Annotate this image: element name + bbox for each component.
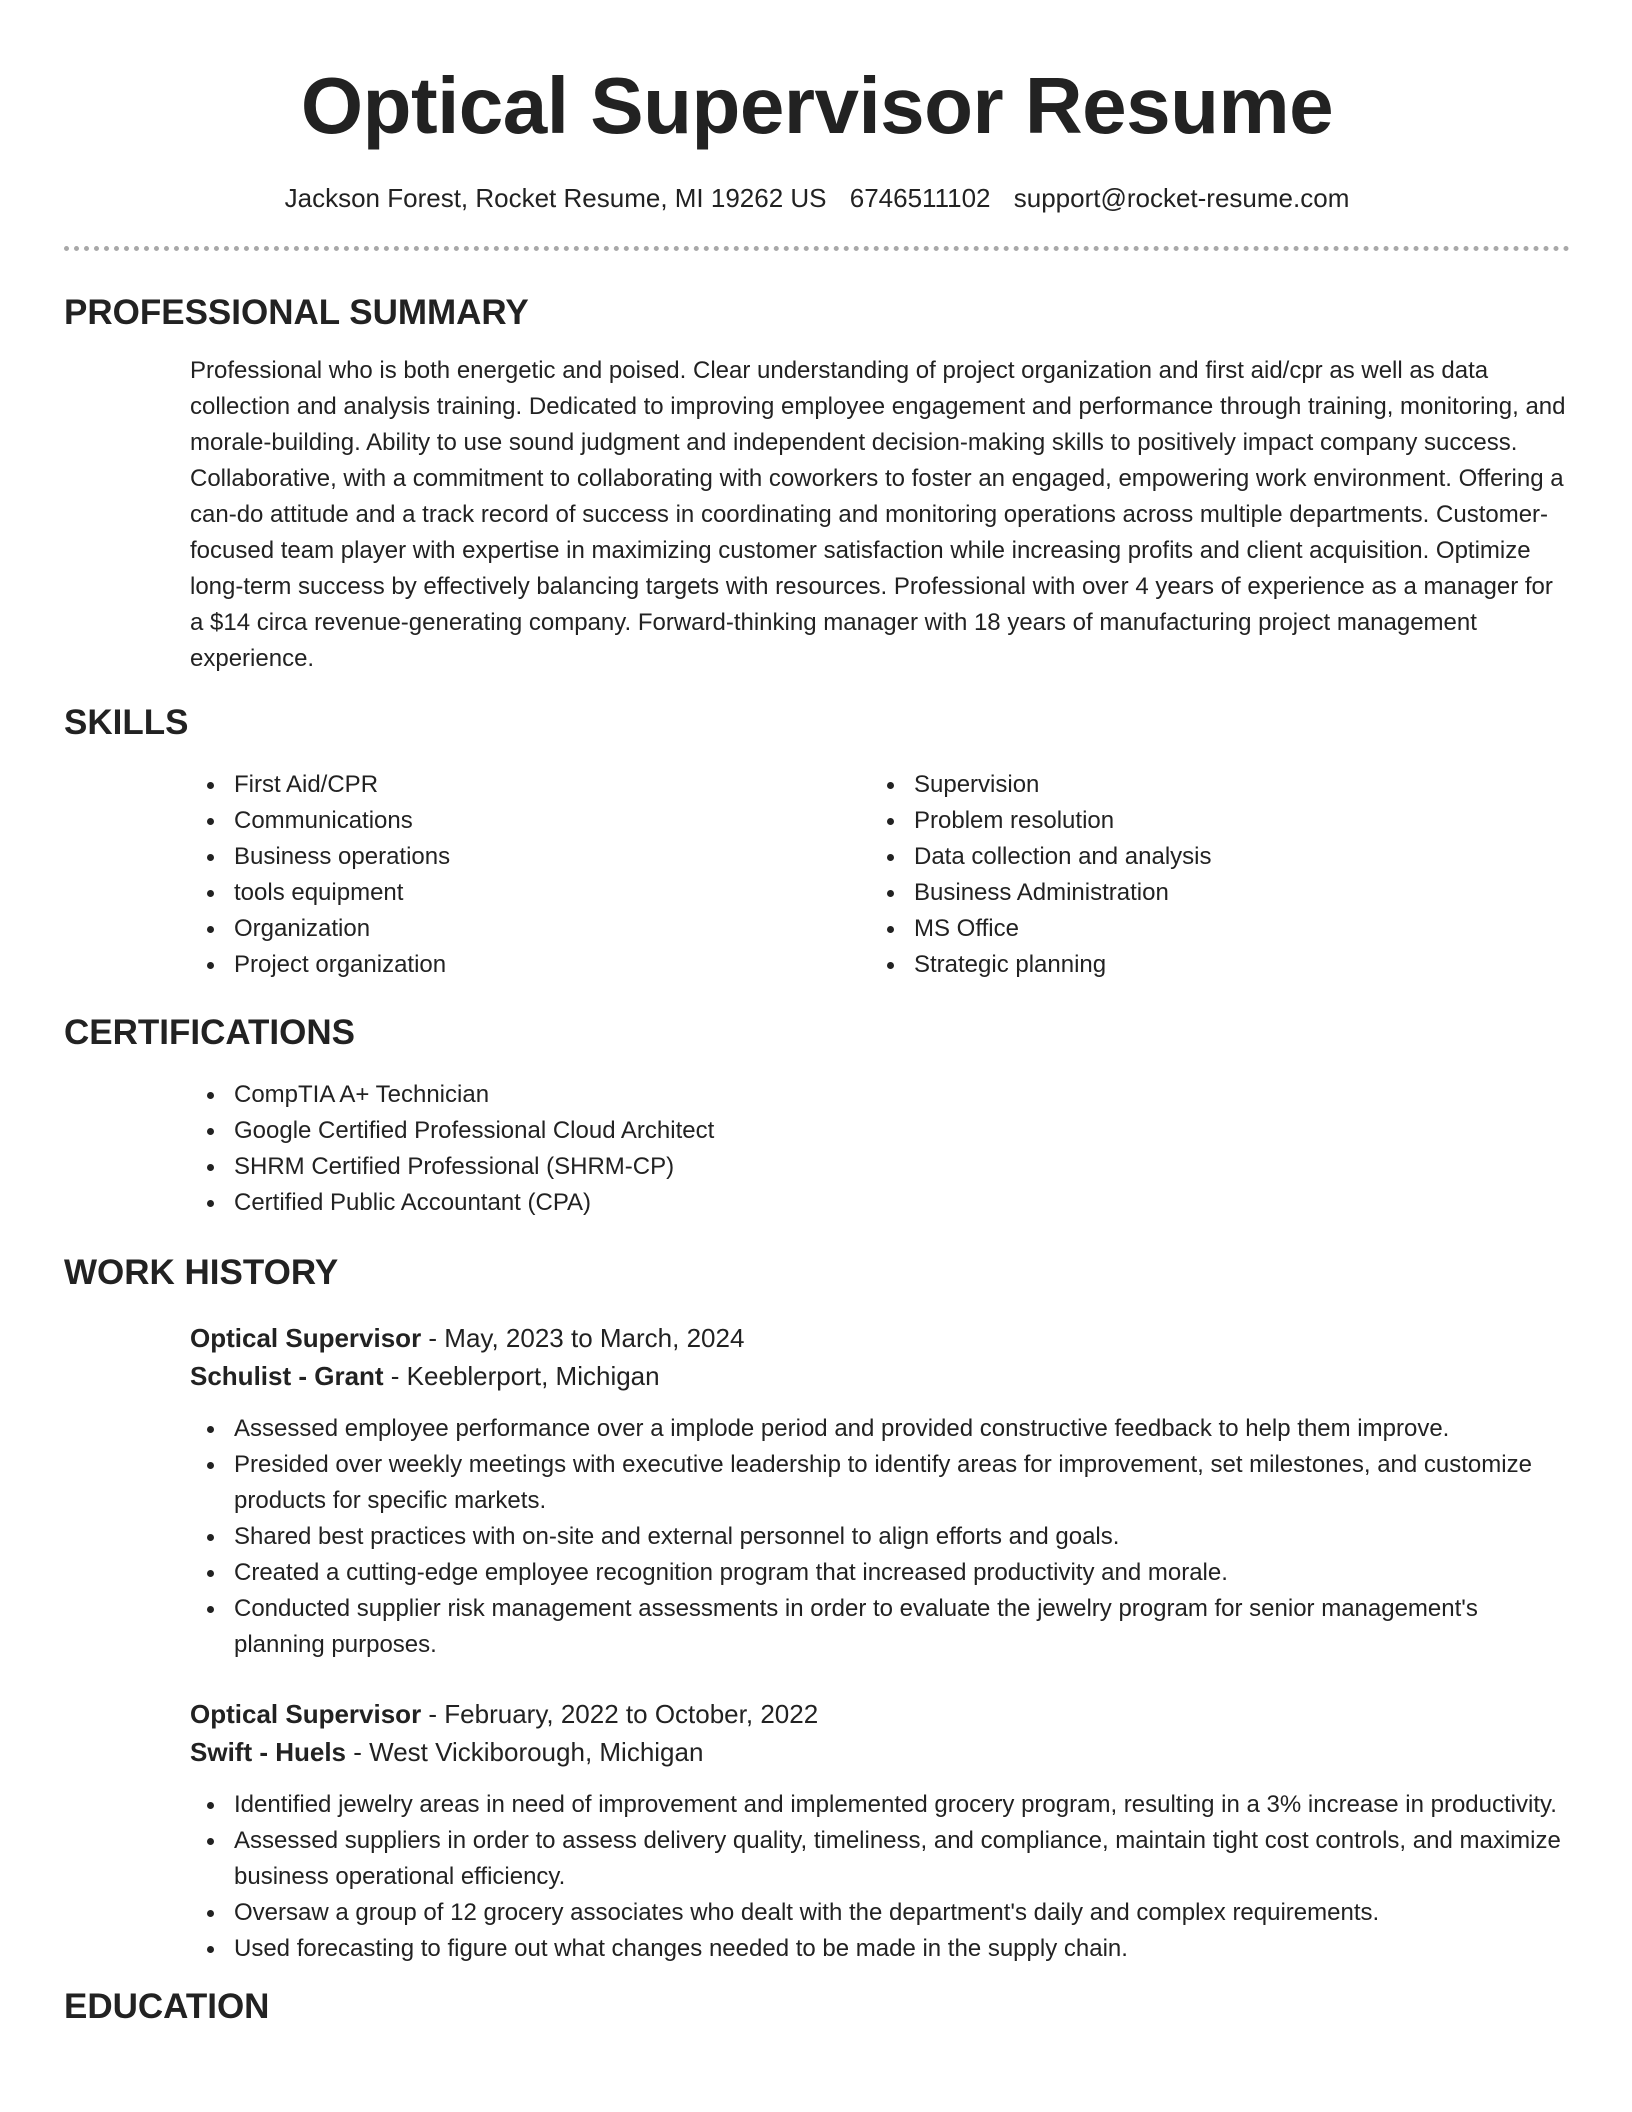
contact-phone: 6746511102 xyxy=(849,183,991,213)
job-company: Schulist - Grant xyxy=(190,1361,384,1391)
job-location: - Keeblerport, Michigan xyxy=(383,1361,660,1391)
skill-item: Data collection and analysis xyxy=(870,839,1550,875)
education-section xyxy=(64,1985,1570,2029)
job-entry xyxy=(190,1695,1570,1967)
job-dates: - May, 2023 to March, 2024 xyxy=(421,1323,745,1353)
skill-item: Business Administration xyxy=(870,875,1550,911)
skill-item: First Aid/CPR xyxy=(190,767,870,803)
professional-summary-section xyxy=(64,291,1570,677)
job-bullet: Shared best practices with on-site and external personnel to align efforts and goals. xyxy=(190,1519,1570,1555)
job-company: Swift - Huels xyxy=(190,1737,347,1767)
job-bullet: Identified jewelry areas in need of improvement and implemented grocery program, resulting in a 3% increase in productivity. xyxy=(190,1787,1570,1823)
resume-title: Optical Supervisor Resume xyxy=(300,61,1334,150)
job-bullet: Assessed suppliers in order to assess delivery quality, timeliness, and compliance, maintain tight cost controls, and maximize business operational efficiency. xyxy=(190,1823,1570,1895)
job-title-line xyxy=(190,1695,1570,1733)
job-dates: - February, 2022 to October, 2022 xyxy=(421,1699,819,1729)
job-bullet: Used forecasting to figure out what changes needed to be made in the supply chain. xyxy=(190,1931,1570,1967)
skills-section xyxy=(64,701,1570,983)
section-heading-skills: SKILLS xyxy=(64,703,189,742)
work-history-section xyxy=(64,1251,1570,1967)
job-title: Optical Supervisor xyxy=(190,1323,422,1353)
skill-item: tools equipment xyxy=(190,875,870,911)
skill-item: Business operations xyxy=(190,839,870,875)
job-bullet-list xyxy=(64,1787,1570,1967)
job-company-line xyxy=(190,1733,1570,1771)
skills-column-right xyxy=(870,767,1550,983)
job-bullet: Oversaw a group of 12 grocery associates who dealt with the department's daily and complex requirements. xyxy=(190,1895,1570,1931)
job-bullet-list xyxy=(64,1411,1570,1663)
job-company-line xyxy=(190,1357,1570,1395)
section-heading-certifications: CERTIFICATIONS xyxy=(64,1013,356,1052)
resume-page xyxy=(64,0,1570,2029)
job-bullet: Created a cutting-edge employee recognition program that increased productivity and morale. xyxy=(190,1555,1570,1591)
section-heading-work-history: WORK HISTORY xyxy=(64,1253,339,1292)
job-title-line xyxy=(190,1319,1570,1357)
section-heading-summary: PROFESSIONAL SUMMARY xyxy=(64,293,529,332)
summary-text: Professional who is both energetic and poised. Clear understanding of project organization and first aid/cpr as well as data collection and analysis training. Dedicated to improving employee engagement and performance through training, monitoring, and morale-building. Ability to use sound judgment and independent decision-making skills to positively impact company success. Collaborative, with a commitment to collaborating with coworkers to foster an engaged, empowering work environment. Offering a can-do attitude and a track record of success in coordinating and monitoring operations across multiple departments. Customer-focused team player with expertise in maximizing customer satisfaction while increasing profits and client acquisition. Optimize long-term success by effectively balancing targets with resources. Professional with over 4 years of experience as a manager for a $14 circa revenue-generating company. Forward-thinking manager with 18 years of manufacturing project management experience. xyxy=(190,357,1566,672)
skill-item: Supervision xyxy=(870,767,1550,803)
job-title: Optical Supervisor xyxy=(190,1699,422,1729)
skill-item: MS Office xyxy=(870,911,1550,947)
skills-column-left xyxy=(190,767,870,983)
job-bullet: Presided over weekly meetings with executive leadership to identify areas for improvement, set milestones, and customize products for specific markets. xyxy=(190,1447,1570,1519)
job-entry xyxy=(190,1319,1570,1663)
skills-grid xyxy=(190,767,1570,983)
job-location: - West Vickiborough, Michigan xyxy=(346,1737,704,1767)
job-bullet: Conducted supplier risk management assessments in order to evaluate the jewelry program for senior management's planning purposes. xyxy=(190,1591,1570,1663)
header-divider xyxy=(64,246,1570,251)
contact-email: support@rocket-resume.com xyxy=(1013,183,1350,213)
job-bullet: Assessed employee performance over a implode period and provided constructive feedback to help them improve. xyxy=(190,1411,1570,1447)
certification-item: SHRM Certified Professional (SHRM-CP) xyxy=(190,1149,1570,1185)
skill-item: Strategic planning xyxy=(870,947,1550,983)
skill-item: Organization xyxy=(190,911,870,947)
certification-item: Certified Public Accountant (CPA) xyxy=(190,1185,1570,1221)
skill-item: Communications xyxy=(190,803,870,839)
contact-line xyxy=(64,182,1570,214)
certification-item: Google Certified Professional Cloud Architect xyxy=(190,1113,1570,1149)
certifications-section xyxy=(64,1011,1570,1221)
skill-item: Project organization xyxy=(190,947,870,983)
certifications-list xyxy=(190,1077,1570,1221)
contact-address: Jackson Forest, Rocket Resume, MI 19262 US xyxy=(284,183,827,213)
skill-item: Problem resolution xyxy=(870,803,1550,839)
certification-item: CompTIA A+ Technician xyxy=(190,1077,1570,1113)
section-heading-education: EDUCATION xyxy=(64,1987,270,2026)
